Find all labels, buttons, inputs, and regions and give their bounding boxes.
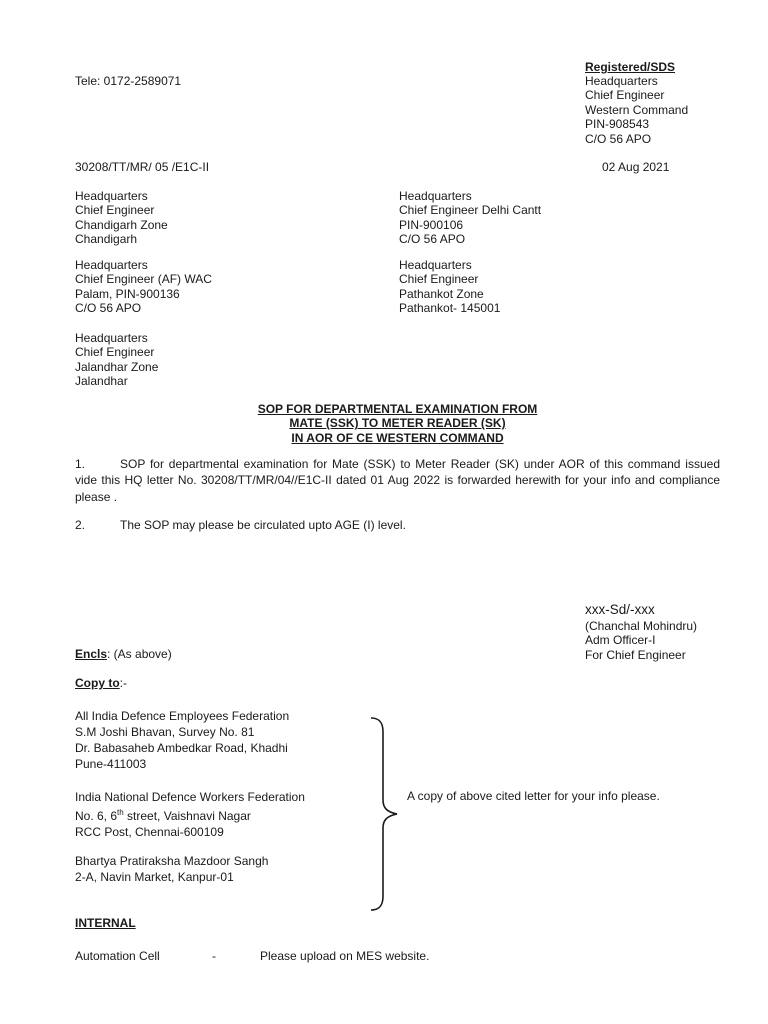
addressee-line: Chief Engineer Delhi Cantt — [399, 203, 542, 218]
addressee-line: PIN-900106 — [399, 217, 464, 232]
sender-line: Headquarters — [585, 74, 658, 88]
addressee-line: Pathankot Zone — [399, 286, 484, 301]
copy-to-suffix: :- — [119, 676, 128, 690]
recipient-line: India National Defence Workers Federation — [75, 790, 305, 804]
copy-to-label: Copy to — [75, 676, 120, 690]
addressee-line: C/O 56 APO — [399, 232, 466, 247]
enclosures-value: : (As above) — [107, 647, 172, 661]
addressee-line: Chandigarh — [75, 232, 138, 247]
reference-number: 30208/TT/MR/ 05 /E1C-II — [75, 160, 210, 174]
addressee-block — [399, 258, 500, 316]
enclosures — [75, 647, 172, 661]
addressee-line: Jalandhar — [75, 374, 128, 389]
addressee-line: Palam, PIN-900136 — [75, 286, 180, 301]
recipient-text: street, Vaishnavi Nagar — [123, 809, 251, 823]
addressee-block — [75, 331, 158, 389]
right-brace — [365, 712, 405, 917]
recipient-line: S.M Joshi Bhavan, Survey No. 81 — [75, 725, 255, 739]
addressee-line: Jalandhar Zone — [75, 359, 159, 374]
copy-recipient — [75, 789, 305, 840]
addressee-line: Headquarters — [399, 258, 472, 272]
subject-line: IN AOR OF CE WESTERN COMMAND — [291, 430, 504, 445]
addressee-line: Chandigarh Zone — [75, 217, 168, 232]
recipient-line: 2-A, Navin Market, Kanpur-01 — [75, 870, 234, 884]
addressee-line: Chief Engineer (AF) WAC — [75, 272, 212, 287]
paragraph-text: SOP for departmental examination for Mate (SSK) to Meter Reader (SK) under AOR of this command issued vide this HQ letter No. 30208/TT/MR/04//E1C-II dated 01 Aug 2022 is forwarded herewith for your info and compliance please . — [75, 457, 720, 504]
paragraph-text: The SOP may please be circulated upto AGE (I) level. — [120, 518, 406, 532]
copy-recipient — [75, 708, 289, 772]
signature-block — [585, 619, 697, 662]
paragraph-1 — [75, 456, 720, 505]
addressee-line: Headquarters — [75, 258, 148, 272]
signatory-designation: Adm Officer-I — [585, 633, 656, 648]
sender-line: Western Command — [585, 102, 689, 117]
signatory-for: For Chief Engineer — [585, 647, 686, 662]
subject-line: SOP FOR DEPARTMENTAL EXAMINATION FROM — [257, 402, 538, 416]
addressee-block — [399, 189, 541, 247]
letter-date: 02 Aug 2021 — [602, 160, 670, 174]
signature-mark: xxx-Sd/-xxx — [585, 602, 655, 617]
recipient-line: Bhartya Pratiraksha Mazdoor Sangh — [75, 854, 269, 868]
sender-line: C/O 56 APO — [585, 131, 652, 146]
subject-heading — [75, 402, 720, 445]
internal-dash: - — [212, 949, 216, 963]
internal-instruction: Please upload on MES website. — [260, 949, 430, 963]
addressee-line: Chief Engineer — [75, 345, 155, 360]
sender-line: PIN-908543 — [585, 117, 650, 132]
telephone: Tele: 0172-2589071 — [75, 74, 182, 88]
addressee-line: Headquarters — [75, 331, 148, 345]
recipient-line — [75, 805, 305, 824]
paragraph-number: 1. — [75, 457, 86, 471]
copy-note: A copy of above cited letter for your info please. — [407, 789, 660, 803]
internal-heading: INTERNAL — [75, 916, 136, 930]
recipient-line: RCC Post, Chennai-600109 — [75, 825, 224, 839]
addressee-line: Chief Engineer — [399, 272, 479, 287]
addressee-line: C/O 56 APO — [75, 301, 142, 316]
enclosures-label: Encls — [75, 647, 108, 661]
copy-to-heading — [75, 676, 127, 690]
addressee-line: Chief Engineer — [75, 203, 155, 218]
addressee-block — [75, 189, 168, 247]
addressee-line: Headquarters — [399, 189, 472, 203]
recipient-line: All India Defence Employees Federation — [75, 709, 290, 723]
addressee-block — [75, 258, 212, 316]
paragraph-2 — [75, 517, 720, 533]
copy-recipient — [75, 853, 268, 885]
internal-entity: Automation Cell — [75, 949, 160, 963]
recipient-line: Dr. Babasaheb Ambedkar Road, Khadhi — [75, 741, 288, 755]
sender-line: Chief Engineer — [585, 88, 665, 103]
ordinal-suffix: th — [117, 808, 124, 817]
paragraph-number: 2. — [75, 518, 86, 532]
registration-label: Registered/SDS — [585, 60, 676, 74]
addressee-line: Pathankot- 145001 — [399, 301, 501, 316]
addressee-line: Headquarters — [75, 189, 148, 203]
recipient-line: Pune-411003 — [75, 757, 147, 771]
sender-address — [585, 74, 688, 146]
signatory-name: (Chanchal Mohindru) — [585, 619, 698, 633]
subject-line: MATE (SSK) TO METER READER (SK) — [289, 416, 506, 431]
recipient-text: No. 6, 6 — [75, 809, 118, 823]
